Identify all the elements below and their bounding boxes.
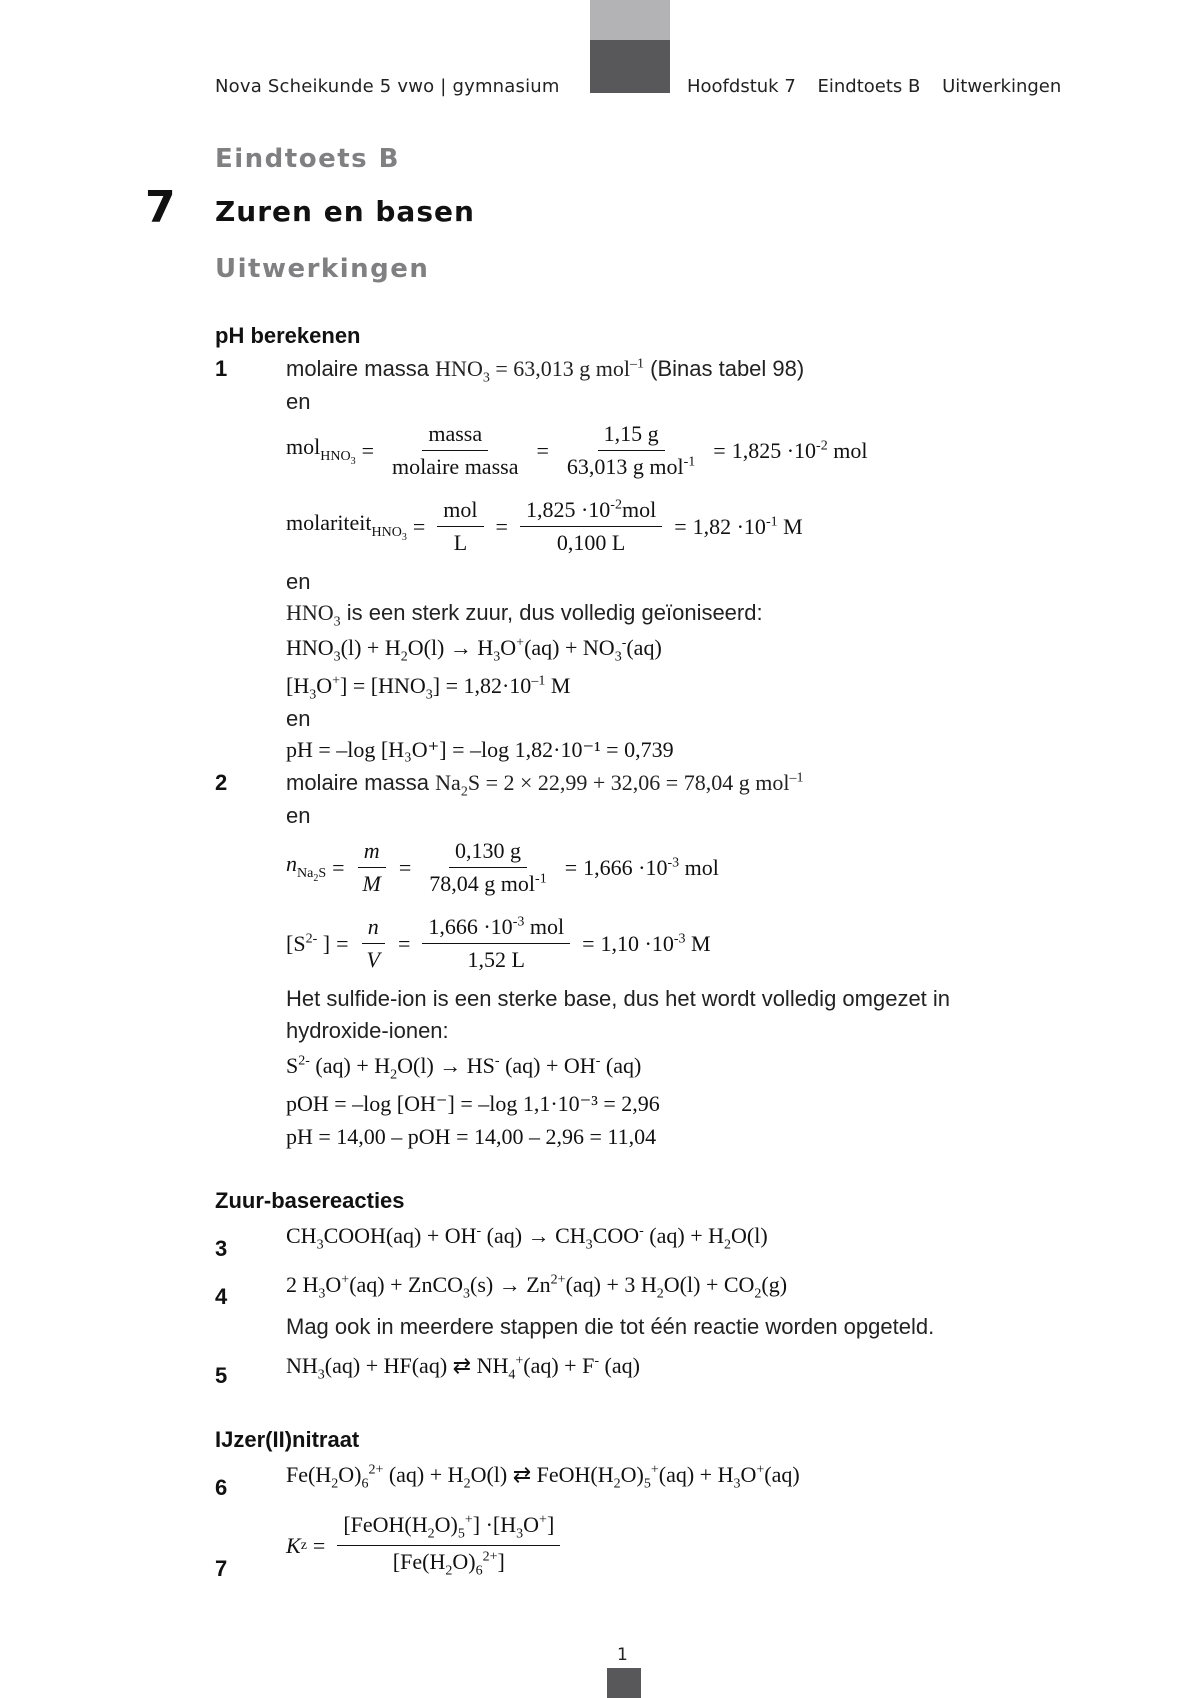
header-tab-dark	[590, 40, 670, 93]
subtitle: Uitwerkingen	[215, 254, 430, 284]
header-tab-light	[590, 0, 670, 40]
q1-reaction: $HNO_3(l) + H_2O(l) \to H_3O^+(aq) + NO_3^-(aq)$	[286, 635, 662, 665]
q1-en-1: en	[286, 389, 311, 414]
chapter-title: Zuren en basen	[215, 195, 475, 228]
q2-moles-equation: $n_{Na_2S}$ = $\frac{m}{M}$ = $\frac{0,130 g}{78,04 g mol^{-1}}$ = $1,666 \cdot 10^{-3}$ mol	[286, 838, 719, 896]
question-number-7: 7	[215, 1556, 228, 1581]
q1-strong-acid-line: $HNO_3$ is een sterk zuur, dus volledig geïoniseerd:	[286, 600, 763, 630]
q6-reaction: $Fe(H_2O)_6^{2+}$ $(aq) + H_2O(l)$ ⇄ $FeOH(H_2O)_5^+(aq) + H_3O^+(aq)$	[286, 1462, 800, 1492]
q2-molar-mass-line: molaire massa $Na_2S = 2 \times 22,99 + 32,06 = 78,04$ g mol$^{-1}$	[286, 770, 804, 800]
q1-molarity-den2: 0,100 L	[556, 530, 626, 555]
q1-mol-den1: molaire massa	[392, 454, 519, 479]
q2-moles-num2: 0,130 g	[449, 838, 527, 868]
header-chapter: Hoofdstuk 7	[687, 76, 796, 97]
q4-note: Mag ook in meerdere stappen die tot één reactie worden opgeteld.	[286, 1314, 935, 1339]
q3-reaction: $CH_3COOH(aq) + OH^-$ $(aq) \to CH_3COO^-$ $(aq) + H_2O(l)$	[286, 1223, 768, 1253]
q1-molar-mass-label: molaire massa	[286, 356, 430, 381]
section-heading-iron: IJzer(II)nitraat	[215, 1427, 360, 1452]
q1-mol-lhs: mol$_{HNO_3}$	[286, 434, 356, 467]
q2-ph-equation: pH = 14,00 – pOH = 14,00 – 2,96 = 11,04	[286, 1124, 657, 1149]
header-section: Uitwerkingen	[942, 76, 1062, 97]
q1-ph-equation: pH = –log [H₃O⁺] = –log 1,82·10⁻¹ = 0,739	[286, 737, 674, 762]
section-heading-ph: pH berekenen	[215, 323, 361, 348]
q2-reaction: $S^{2-}$ $(aq) + H_2O(l) \to HS^-$ (aq) + OH- (aq)	[286, 1053, 642, 1083]
header-right	[687, 76, 1077, 97]
q2-conc-den2: 1,52 L	[467, 947, 525, 972]
q5-reaction: $NH_3(aq) + HF(aq)$ ⇄ $NH_4^+(aq) + F^-$ (aq)	[286, 1353, 640, 1383]
q2-moles-den2: 78,04 g mol$^{-1}$	[429, 871, 547, 896]
q2-text-1: Het sulfide-ion is een sterke base, dus het wordt volledig omgezet in	[286, 986, 951, 1011]
q2-moles-result: $1,666 \cdot 10^{-3}$ mol	[583, 854, 719, 880]
q1-mol-result: $1,825 \cdot 10^{-2}$ mol	[731, 437, 868, 463]
q1-mol-num1: massa	[422, 421, 488, 451]
q2-molar-mass-label: molaire massa	[286, 770, 430, 795]
header-test: Eindtoets B	[817, 76, 921, 97]
q7-kz-equation: K z = $\frac{[FeOH(H_2O)_5^+] \cdot[H_3O^+]}{[Fe(H_2O)_6^{2+}]}$	[286, 1512, 566, 1580]
header-book-title: Nova Scheikunde 5 vwo | gymnasium	[215, 76, 560, 97]
chapter-number: 7	[145, 182, 176, 233]
question-number-4: 4	[215, 1284, 228, 1309]
q1-molarity-den1: L	[453, 530, 468, 555]
section-heading-acid-base: Zuur-basereacties	[215, 1188, 405, 1213]
q1-molarity-num2: $1,825 \cdot 10^{-2}mol$	[520, 497, 662, 527]
q1-molar-mass-value: 63,013 g mol	[513, 356, 630, 381]
q1-en-3: en	[286, 706, 311, 731]
q4-reaction: 2 $H_3O^+(aq)$ + ZnCO$_3$(s) → $Zn^{2+}(aq) + 3$ $H_2O(l) + CO_2(g)$	[286, 1272, 788, 1302]
q1-molarity-result: $1,82 \cdot 10^{-1}$ M	[692, 513, 803, 539]
page-number: 1	[617, 1645, 628, 1665]
q2-concentration-equation: [$S^{2-}$ ] = $\frac{n}{V}$ = $\frac{1,666 \cdot 10^{-3} mol}{1,52 L}$ = $1,10 \cdot 10^{-3}$ M	[286, 914, 711, 972]
q1-mol-den2: 63,013 g mol$^{-1}$	[566, 454, 696, 479]
q2-conc-num2: $1,666 \cdot 10^{-3}$ mol	[422, 914, 570, 944]
question-number-6: 6	[215, 1475, 228, 1500]
q1-en-2: en	[286, 569, 311, 594]
q1-molarity-equation: molariteit$_{HNO_3}$ = $\frac{\text{mol}}{L}$ = $\frac{1,825 \cdot 10^{-2}mol}{0,100 L}$ = $1,82 \cdot 10^{-1}$ M	[286, 497, 803, 555]
q2-molar-mass-value: = 2 × 22,99 + 32,06 = 78,04 g mol	[485, 770, 790, 795]
q2-poh-equation: pOH = –log [OH⁻] = –log 1,1·10⁻³ = 2,96	[286, 1091, 660, 1116]
q1-molar-mass-line: molaire massa $HNO_3 = 63,013$ g mol$^{-1}$ (Binas tabel 98)	[286, 356, 805, 386]
question-number-2: 2	[215, 770, 228, 795]
q2-text-2: hydroxide-ionen:	[286, 1018, 449, 1043]
q1-molarity-lhs: molariteit$_{HNO_3}$	[286, 510, 407, 543]
eindtoets-title: Eindtoets B	[215, 144, 400, 174]
question-number-5: 5	[215, 1363, 228, 1388]
q1-binas-note: (Binas tabel 98)	[650, 356, 805, 381]
question-number-3: 3	[215, 1236, 228, 1261]
q1-mol-equation: mol$_{HNO_3}$ = $\frac{\text{massa}}{\text{molaire massa}}$ = $\frac{1,15 g}{63,013 g mol^{-1}}$ = $1,825 \cdot 10^{-2}$ mol	[286, 421, 868, 479]
question-number-1: 1	[215, 356, 228, 381]
q2-moles-lhs: $n_{Na_2S}$	[286, 851, 327, 884]
footer-tab	[607, 1668, 641, 1698]
q1-mol-num2: 1,15 g	[598, 421, 665, 451]
q1-concentration: $[H_3O^+] = [HNO_3] = 1,82\cdot 10^{-1}$ M	[286, 673, 571, 703]
q2-conc-result: $1,10 \cdot 10^{-3}$ M	[600, 930, 711, 956]
q2-conc-lhs: [$S^{2-}$ ]	[286, 930, 331, 956]
q2-en: en	[286, 803, 311, 828]
q1-molarity-num1: mol	[437, 497, 483, 527]
